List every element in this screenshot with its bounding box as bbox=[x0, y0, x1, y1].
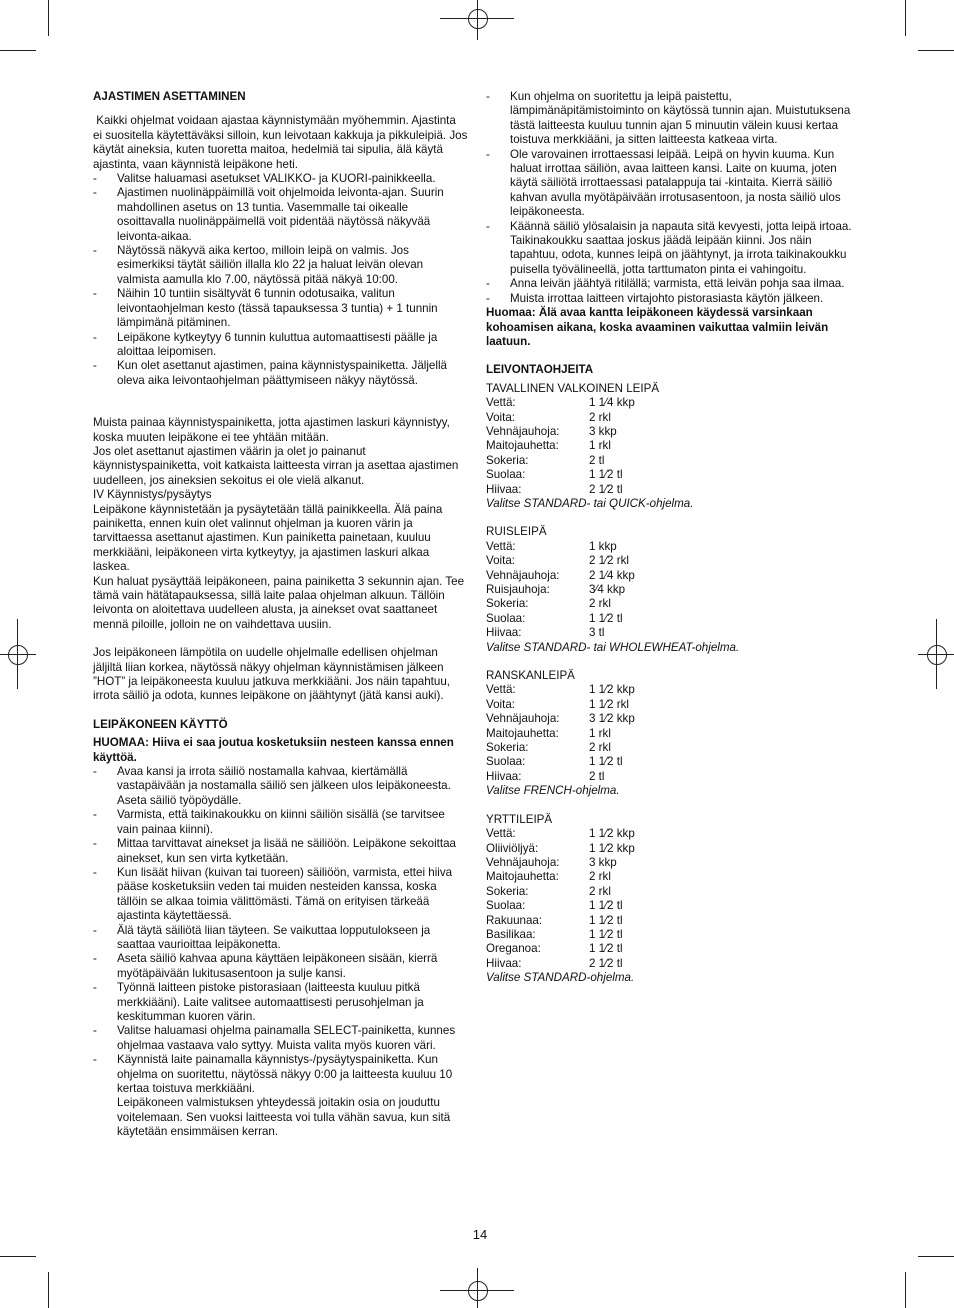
recipe-rye-bread bbox=[486, 525, 862, 655]
recipe-table bbox=[486, 396, 635, 497]
amount: 2 1⁄2 tl bbox=[589, 956, 623, 970]
list-item: - Kun olet asettanut ajastimen, paina käynnistyspainiketta. Jäljellä oleva aika leivontaohjelman päättymiseen näkyy näytössä. bbox=[93, 359, 468, 388]
ingredient: Vehnäjauhoja: bbox=[486, 424, 560, 438]
amount: 3 1⁄2 kkp bbox=[589, 712, 635, 726]
use-tail: Leipäkoneen valmistuksen yhteydessä joitakin osia on jouduttu voitelemaan. Sen vuoksi laitteesta voi tulla vähän savua, kun sitä käytetään ensimmäisen kerran. bbox=[117, 1096, 451, 1139]
paragraph: Muista painaa käynnistyspainiketta, jotta ajastimen laskuri käynnistyy, koska muuten leipäkone ei tee yhtään mitään. bbox=[93, 416, 450, 444]
amount: 1 rkl bbox=[589, 439, 611, 453]
ingredient: Maitojauhetta: bbox=[486, 439, 559, 453]
list-item: - Työnnä laitteen pistoke pistorasiaan (laitteesta kuuluu pitkä merkkiääni). Laite valitsee automaattisesti perusohjelman ja keskitumman kuoren värin. bbox=[93, 981, 468, 1024]
amount: 1 1⁄4 kkp bbox=[589, 396, 635, 410]
amount: 3⁄4 kkp bbox=[589, 583, 626, 596]
ingredient: Maitojauhetta: bbox=[486, 726, 559, 740]
list-item: - Avaa kansi ja irrota säiliö nostamalla kahvaa, kiertämällä vastapäivään ja nostamalla säiliö sen jälkeen ulos leipäkoneesta. Aseta säiliö työpöydälle. bbox=[93, 765, 468, 808]
ingredient: Vettä: bbox=[486, 827, 516, 841]
amount: 1 1⁄2 rkl bbox=[589, 697, 629, 711]
ingredient: Ruisjauhoja: bbox=[486, 583, 550, 596]
ingredient: Basilikaa: bbox=[486, 927, 536, 941]
list-item: - Anna leivän jäähtyä ritilällä; varmista, että leivän pohja saa ilmaa. bbox=[486, 277, 862, 291]
paragraph: Leipäkone käynnistetään ja pysäytetään tällä painikkeella. Älä paina painiketta, ennen kuin olet valinnut ohjelman ja kuoren värin ja tarvittaessa asettanut ajastimen. Kun painiketta painetaan, kuuluu merkkiääni, leipäkoneen virta kytkeytyy, ja ajastimen laskuri alkaa laskea. bbox=[93, 502, 443, 574]
ingredient: Sokeria: bbox=[486, 453, 529, 467]
amount: 2 rkl bbox=[589, 597, 611, 611]
amount: 1 1⁄2 kkp bbox=[589, 683, 635, 697]
ingredient: Vettä: bbox=[486, 396, 516, 410]
amount: 3 kkp bbox=[589, 424, 617, 438]
crop-mark bbox=[0, 50, 36, 51]
timer-heading: AJASTIMEN ASETTAMINEN bbox=[93, 90, 246, 103]
page-number: 14 bbox=[472, 1227, 488, 1242]
amount: 1 1⁄2 tl bbox=[589, 942, 623, 956]
list-item: - Älä täytä säiliötä liian täyteen. Se vaikuttaa lopputulokseen ja saattaa vaurioittaa leipäkonetta. bbox=[93, 924, 468, 953]
list-item: - Aseta säiliö kahvaa apuna käyttäen leipäkoneen sisään, kierrä myötäpäivään lukitusasentoon ja sulje kansi. bbox=[93, 952, 468, 981]
ingredient: Vehnäjauhoja: bbox=[486, 712, 560, 726]
amount: 1 1⁄2 tl bbox=[589, 611, 623, 625]
ingredient: Vettä: bbox=[486, 539, 516, 553]
amount: 2 tl bbox=[589, 769, 605, 783]
ingredient: Hiivaa: bbox=[486, 626, 522, 640]
recipe-white-bread bbox=[486, 382, 862, 512]
list-item: - Varmista, että taikinakoukku on kiinni säiliön sisällä (se tarvitsee vain painaa kiinni). bbox=[93, 808, 468, 837]
ingredient: Vettä: bbox=[486, 683, 516, 697]
amount: 3 tl bbox=[589, 626, 605, 640]
list-item: - Mittaa tarvittavat ainekset ja lisää ne säiliöön. Leipäkone sekoittaa ainekset, kun sen virta kytketään. bbox=[93, 837, 468, 866]
list-item: - Valitse haluamasi asetukset VALIKKO- ja KUORI-painikkeella. bbox=[93, 172, 468, 186]
amount: 2 1⁄4 kkp bbox=[589, 568, 635, 582]
ingredient: Sokeria: bbox=[486, 884, 529, 898]
paragraph: IV Käynnistys/pysäytys bbox=[93, 488, 212, 502]
left-column bbox=[93, 90, 471, 1140]
use-steps bbox=[93, 765, 468, 1096]
ingredient: Vehnäjauhoja: bbox=[486, 568, 560, 582]
list-item: - Ole varovainen irrottaessasi leipää. Leipä on hyvin kuuma. Kun haluat irrottaa säiliön, avaa laitteen kansi. Laite on kuuma, joten käytä säiliötä irrottaessasi patalappuja tai -kintaita. Kierrä säiliö kahvan avulla myötäpäivään irrotusasentoon, ja nosta säiliö ulos leipäkoneesta. bbox=[486, 148, 862, 220]
recipe-program: Valitse STANDARD- tai QUICK-ohjelma. bbox=[486, 496, 694, 510]
amount: 3 kkp bbox=[589, 855, 617, 869]
list-item: - Kun lisäät hiivan (kuivan tai tuoreen) säiliöön, varmista, ettei hiiva pääse kosketuksiin veden tai muiden nesteiden kanssa, koska tällöin se alkaa toimia välittömästi. Tämä on erityisen tärkeää ajastinta käytettäessä. bbox=[93, 866, 468, 924]
ingredient: Sokeria: bbox=[486, 597, 529, 611]
list-item: - Näihin 10 tuntiin sisältyvät 6 tunnin odotusaika, valitun leivontaohjelman kesto (tässä tapauksessa 3 tuntia) + 1 tunnin lämpimänä pitäminen. bbox=[93, 287, 468, 330]
ingredient: Hiivaa: bbox=[486, 482, 522, 496]
paragraph: Kun haluat pysäyttää leipäkoneen, paina painiketta 3 sekunnin ajan. Tee tämä vain hätätapauksessa, sillä laite palaa ohjelman alkuun. Tällöin leivonta on aloitettava uudelleen alusta, ja ainekset ovat saattaneet mennä piloille, jolloin ne on vaihdettava uusiin. bbox=[93, 574, 465, 631]
list-item: - Ajastimen nuolinäppäimillä voit ohjelmoida leivonta-ajan. Suurin mahdollinen asetus on 13 tuntia. Vasemmalle tai oikealle osoittavalla nuolinäppäimellä voit pidentää näytössä näkyvää leivonta-aikaa. bbox=[93, 186, 468, 244]
recipe-program: Valitse FRENCH-ohjelma. bbox=[486, 784, 620, 798]
right-column bbox=[486, 90, 862, 986]
amount: 2 rkl bbox=[589, 410, 611, 424]
amount: 2 tl bbox=[589, 453, 605, 467]
list-item: - Käännä säiliö ylösalaisin ja napauta sitä kevyesti, jotta leipä irtoaa. Taikinakoukku saattaa joskus jäädä leipään kiinni. Jos näin tapahtuu, odota, kunnes leipä on jäähtynyt, ja irrota taikinakoukku puisella työvälineellä, jotta tarttumaton pinta ei vahingoitu. bbox=[486, 220, 862, 278]
crop-mark bbox=[48, 0, 49, 36]
recipe-table bbox=[486, 540, 635, 641]
amount: 2 rkl bbox=[589, 870, 611, 884]
recipe-table bbox=[486, 827, 635, 971]
recipe-program: Valitse STANDARD-ohjelma. bbox=[486, 971, 635, 985]
recipe-title: TAVALLINEN VALKOINEN LEIPÄ bbox=[486, 381, 660, 395]
amount: 1 1⁄2 tl bbox=[589, 468, 623, 482]
recipe-title: RANSKANLEIPÄ bbox=[486, 669, 575, 683]
crop-mark bbox=[48, 1272, 49, 1308]
timer-intro: Kaikki ohjelmat voidaan ajastaa käynnistymään myöhemmin. Ajastinta ei suositella käytettäväksi silloin, kun leivotaan kakkuja ja pikkuleipiä. Jos käytät aineksia, kuten tuoretta maitoa, hedelmiä tai sipulia, älä käytä ajastinta, vaan käynnistä leipäkone heti. bbox=[93, 114, 471, 171]
amount: 2 rkl bbox=[589, 741, 611, 755]
amount: 1 1⁄2 kkp bbox=[589, 827, 635, 841]
recipe-title: YRTTILEIPÄ bbox=[486, 812, 553, 826]
ingredient: Maitojauhetta: bbox=[486, 870, 559, 884]
recipe-program: Valitse STANDARD- tai WHOLEWHEAT-ohjelma. bbox=[486, 640, 740, 654]
list-item: - Muista irrottaa laitteen virtajohto pistorasiasta käytön jälkeen. bbox=[486, 292, 862, 306]
ingredient: Voita: bbox=[486, 410, 516, 424]
crop-mark bbox=[918, 1256, 954, 1257]
amount: 1 kkp bbox=[589, 539, 617, 553]
paragraph: Jos leipäkoneen lämpötila on uudelle ohjelmalle edellisen ohjelman jäljiltä liian korkea, näytössä näkyy ohjelman käynnistämisen jälkeen ”HOT” ja leipäkoneesta kuuluu jatkuva merkkiääni. Jos näin tapahtuu, irrota säiliö ja odota, kunnes leipäkone on jäähtynyt (jätä kansi auki). bbox=[93, 646, 451, 703]
list-item: - Leipäkone kytkeytyy 6 tunnin kuluttua automaattisesti päälle ja aloittaa leipomisen. bbox=[93, 331, 468, 360]
amount: 1 1⁄2 tl bbox=[589, 755, 623, 769]
crop-mark bbox=[905, 1272, 906, 1308]
ingredient: Suolaa: bbox=[486, 611, 526, 625]
list-item: - Kun ohjelma on suoritettu ja leipä paistettu, lämpimänäpitämistoiminto on käytössä tunnin ajan. Muistutuksena tästä laitteesta kuuluu tunnin ajan 5 minuutin välein kuusi kertaa toistuva merkkiääni, ja sitten laitteesta katkeaa virta. bbox=[486, 90, 862, 148]
amount: 2 rkl bbox=[589, 884, 611, 898]
amount: 1 1⁄2 tl bbox=[589, 899, 623, 913]
ingredient: Oliiviöljyä: bbox=[486, 841, 539, 855]
ingredient: Sokeria: bbox=[486, 741, 529, 755]
ingredient: Suolaa: bbox=[486, 468, 526, 482]
ingredient: Oreganoa: bbox=[486, 942, 541, 956]
use-heading: LEIPÄKONEEN KÄYTTÖ bbox=[93, 717, 228, 731]
ingredient: Vehnäjauhoja: bbox=[486, 855, 560, 869]
recipe-french-bread bbox=[486, 669, 862, 799]
ingredient: Hiivaa: bbox=[486, 769, 522, 783]
ingredient: Hiivaa: bbox=[486, 956, 522, 970]
recipes-heading: LEIVONTAOHJEITA bbox=[486, 363, 594, 377]
crop-mark bbox=[918, 50, 954, 51]
recipe-table bbox=[486, 683, 635, 784]
use-note: HUOMAA: Hiiva ei saa joutua kosketuksiin nesteen kanssa ennen käyttöä. bbox=[93, 736, 454, 764]
ingredient: Suolaa: bbox=[486, 755, 526, 769]
paragraph: Jos olet asettanut ajastimen väärin ja olet jo painanut käynnistyspainiketta, voit katkaista laitteesta virran ja asettaa ajastimen uudelleen, jos aineksien sekoitus ei ole vielä alkanut. bbox=[93, 444, 459, 487]
amount: 1 rkl bbox=[589, 726, 611, 740]
amount: 2 1⁄2 tl bbox=[589, 482, 623, 496]
amount: 2 1⁄2 rkl bbox=[589, 554, 629, 568]
recipe-herb-bread bbox=[486, 813, 862, 986]
ingredient: Rakuunaa: bbox=[486, 913, 543, 927]
ingredient: Suolaa: bbox=[486, 899, 526, 913]
list-item: - Näytössä näkyvä aika kertoo, milloin leipä on valmis. Jos esimerkiksi täytät säiliön illalla klo 22 ja haluat leivän olevan valmista aamulla klo 7.00, näytössä pitää näkyä 10:00. bbox=[93, 244, 468, 287]
timer-steps bbox=[93, 172, 468, 388]
crop-mark bbox=[905, 0, 906, 36]
list-item: - Käynnistä laite painamalla käynnistys-/pysäytyspainiketta. Kun ohjelma on suoritettu, näytössä näkyy 0:00 ja laitteesta kuuluu 10 kertaa toistuva merkkiääni. bbox=[93, 1053, 468, 1096]
crop-mark bbox=[0, 1256, 36, 1257]
right-steps bbox=[486, 90, 862, 306]
amount: 1 1⁄2 kkp bbox=[589, 841, 635, 855]
ingredient: Voita: bbox=[486, 697, 516, 711]
recipe-title: RUISLEIPÄ bbox=[486, 525, 547, 539]
note: Huomaa: Älä avaa kantta leipäkoneen käydessä varsinkaan kohoamisen aikana, koska avaaminen vaikuttaa valmiin leivän laatuun. bbox=[486, 306, 829, 348]
amount: 1 1⁄2 tl bbox=[589, 927, 623, 941]
amount: 1 1⁄2 tl bbox=[589, 913, 623, 927]
list-item: - Valitse haluamasi ohjelma painamalla SELECT-painiketta, kunnes ohjelmaa vastaava valo syttyy. Muista valita myös kuoren väri. bbox=[93, 1024, 468, 1053]
ingredient: Voita: bbox=[486, 554, 516, 568]
